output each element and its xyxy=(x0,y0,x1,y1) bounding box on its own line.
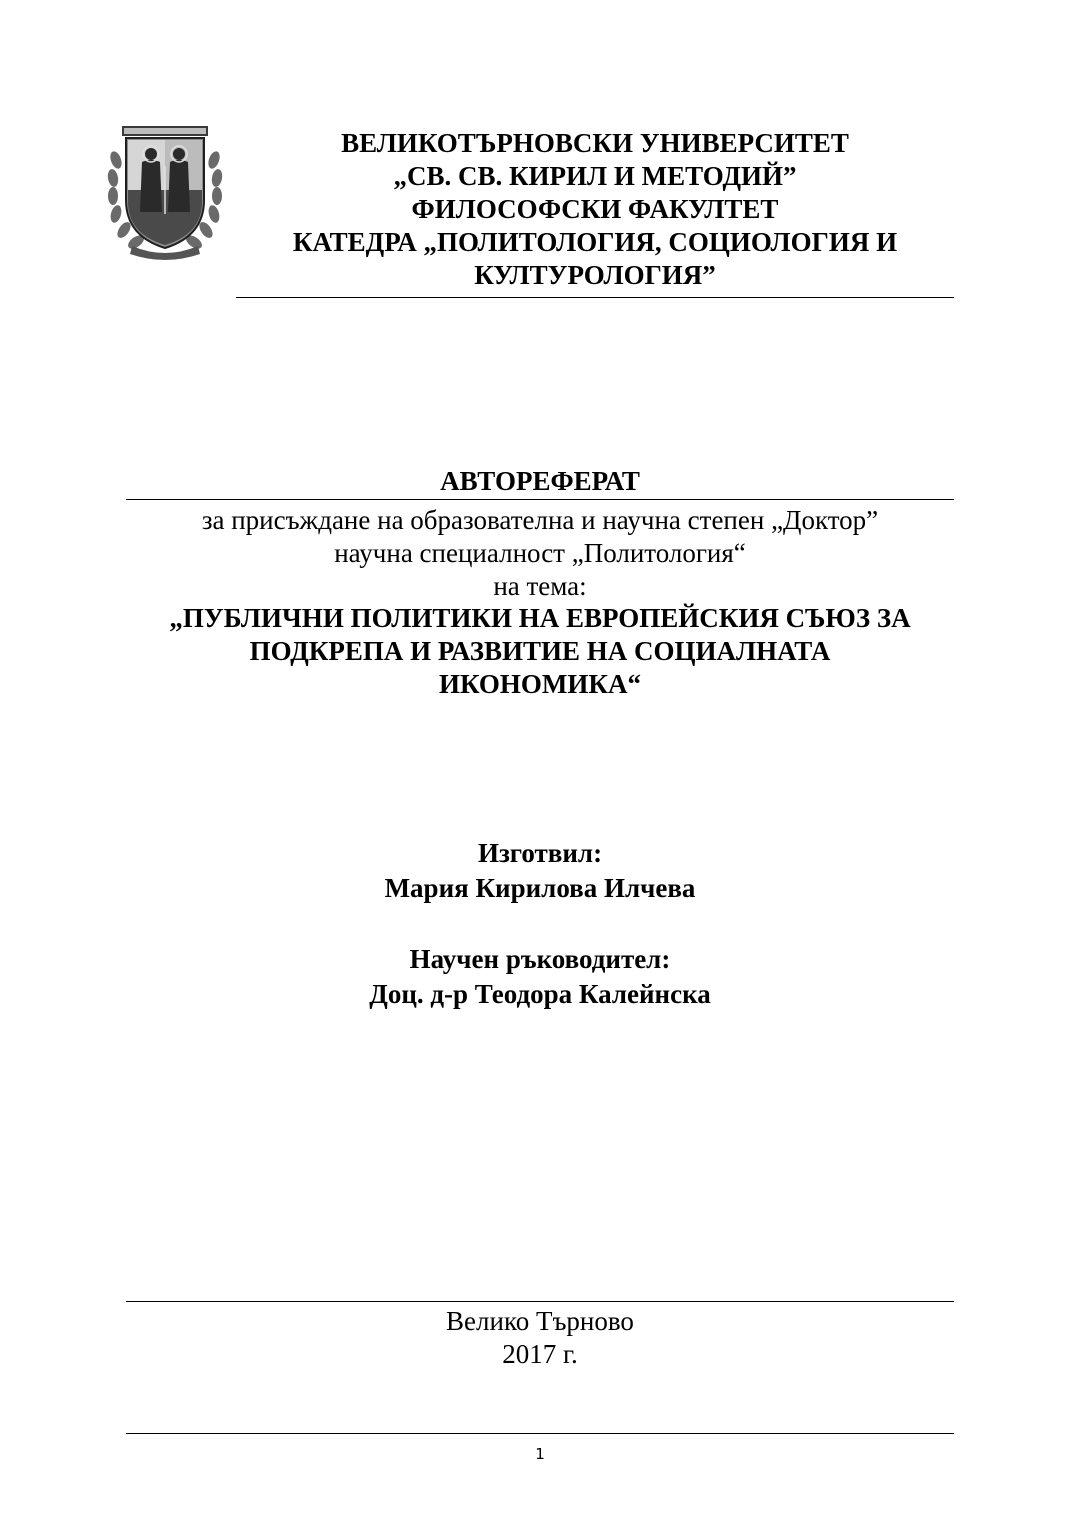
institution-header xyxy=(236,127,954,292)
authors-block xyxy=(126,836,954,1012)
university-coat-of-arms-icon xyxy=(104,120,226,264)
topic-line: ПОДКРЕПА И РАЗВИТИЕ НА СОЦИАЛНАТА xyxy=(249,636,831,666)
supervisor-name: Доц. д-р Теодора Калейнска xyxy=(369,979,711,1009)
footer-top-divider xyxy=(126,1301,954,1302)
prepared-by-name: Мария Кирилова Илчева xyxy=(384,873,696,903)
document-purpose xyxy=(126,504,954,603)
header-line-university-name: „СВ. СВ. КИРИЛ И МЕТОДИЙ” xyxy=(393,161,797,191)
university-logo xyxy=(104,120,226,264)
header-line-department: КАТЕДРА „ПОЛИТОЛОГИЯ, СОЦИОЛОГИЯ И xyxy=(292,227,898,257)
document-type-title: АВТОРЕФЕРАТ xyxy=(440,466,640,496)
header-line-department-continued: КУЛТУРОЛОГИЯ” xyxy=(474,260,716,290)
header-divider xyxy=(236,297,954,298)
dissertation-topic xyxy=(126,602,954,701)
purpose-degree-line: за присъждане на образователна и научна степен „Доктор” xyxy=(201,505,879,535)
purpose-topic-label: на тема: xyxy=(493,571,587,601)
topic-line: ИКОНОМИКА“ xyxy=(439,669,641,699)
title-divider xyxy=(126,499,954,500)
header-line-university: ВЕЛИКОТЪРНОВСКИ УНИВЕРСИТЕТ xyxy=(341,128,849,158)
footer-bottom-divider xyxy=(126,1433,954,1434)
prepared-by-label: Изготвил: xyxy=(477,838,603,868)
page-number: 1 xyxy=(535,1445,545,1463)
header-line-faculty: ФИЛОСОФСКИ ФАКУЛТЕТ xyxy=(411,194,779,224)
footer-place-date xyxy=(126,1305,954,1371)
footer-city: Велико Търново xyxy=(446,1306,634,1336)
authors-spacer xyxy=(126,906,954,942)
purpose-specialty-line: научна специалност „Политология“ xyxy=(334,538,746,568)
footer-year: 2017 г. xyxy=(502,1339,578,1369)
topic-line: „ПУБЛИЧНИ ПОЛИТИКИ НА ЕВРОПЕЙСКИЯ СЪЮЗ ЗА xyxy=(169,603,911,633)
supervisor-label: Научен ръководител: xyxy=(409,944,671,974)
